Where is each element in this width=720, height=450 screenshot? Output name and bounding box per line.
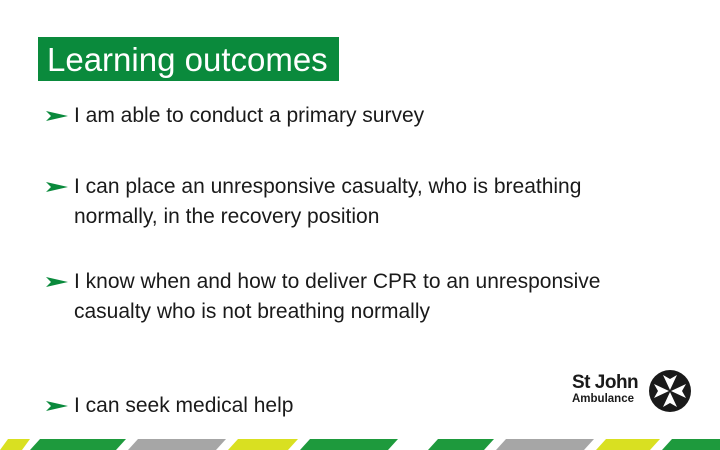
logo-subtitle: Ambulance: [572, 393, 634, 405]
bullet-item: [46, 104, 606, 131]
arrow-bullet-icon: [46, 399, 68, 413]
logo-wordmark: [572, 373, 652, 406]
arrow-bullet-icon: [46, 109, 68, 123]
bullet-text: I can seek medical help: [74, 394, 294, 417]
slide-title: Learning outcomes: [38, 37, 339, 81]
maltese-cross-icon: [648, 369, 692, 413]
bullet-item: [46, 175, 606, 232]
logo-name: St John: [572, 372, 639, 393]
bullet-text: I can place an unresponsive casualty, who is breathing normally, in the recovery position: [74, 175, 582, 228]
arrow-bullet-icon: [46, 180, 68, 194]
bullet-text: I am able to conduct a primary survey: [74, 104, 425, 127]
arrow-bullet-icon: [46, 275, 68, 289]
bullet-text: I know when and how to deliver CPR to an unresponsive casualty who is not breathing normally: [74, 270, 601, 323]
st-john-ambulance-logo: [572, 369, 692, 413]
bullet-item: [46, 394, 606, 421]
bullet-item: [46, 270, 606, 327]
footer-stripe: [0, 439, 720, 450]
